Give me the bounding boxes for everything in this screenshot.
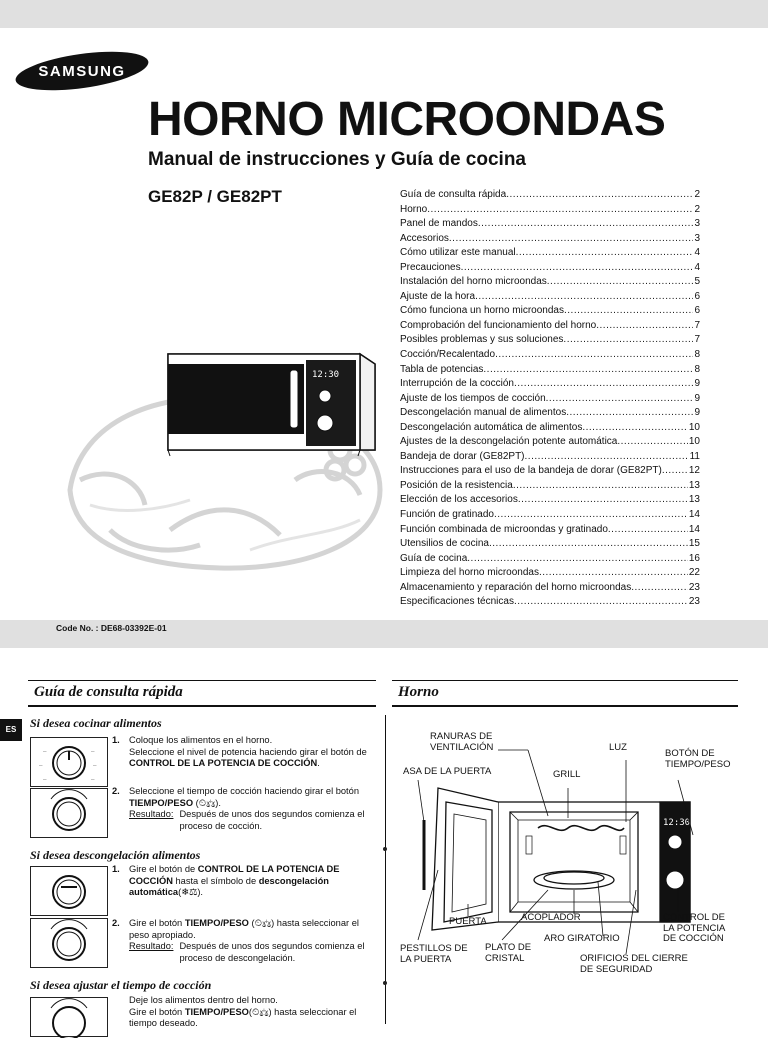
label-door-handle: ASA DE LA PUERTA — [403, 766, 492, 777]
toc-leader-dots — [539, 566, 688, 581]
toc-leader-dots — [506, 188, 693, 203]
toc-entry-title: Instalación del horno microondas — [400, 276, 547, 288]
power-dial-image — [30, 866, 108, 916]
label-door-latches: PESTILLOS DE LA PUERTA — [400, 943, 468, 965]
toc-entry — [400, 435, 700, 450]
toc-entry-title: Precauciones — [400, 261, 461, 273]
svg-text:—: — — [39, 763, 43, 767]
toc-leader-dots — [513, 479, 688, 494]
svg-text:—: — — [91, 749, 95, 753]
toc-entry-title: Posibles problemas y sus soluciones — [400, 334, 564, 346]
toc-entry-title: Posición de la resistencia — [400, 479, 513, 491]
toc-entry-title: Elección de los accesorios — [400, 494, 518, 506]
toc-entry-title: Descongelación automática de alimentos — [400, 421, 583, 433]
toc-leader-dots — [631, 581, 688, 596]
subheading-time: Si desea ajustar el tiempo de cocción — [30, 978, 212, 992]
toc-entry-title: Función combinada de microondas y gratinado — [400, 523, 608, 535]
toc-entry-page: 8 — [694, 363, 700, 375]
defrost-step-1: 1. Gire el botón de CONTROL DE LA POTENCIA DE COCCIÓN hasta el símbolo de descongelación automática(❄⚖). — [112, 864, 340, 897]
toc-leader-dots — [525, 450, 689, 465]
toc-entry-title: Comprobación del funcionamiento del horno — [400, 319, 597, 331]
toc-entry — [400, 203, 700, 218]
time-dial-image — [30, 997, 108, 1037]
toc-entry — [400, 552, 700, 567]
toc-entry-title: Ajuste de los tiempos de cocción — [400, 392, 546, 404]
toc-leader-dots — [461, 261, 694, 276]
time-step: Deje los alimentos dentro del horno. Gire el botón TIEMPO/PESO(⏲⚖) hasta seleccionar el tiempo deseado. — [129, 995, 357, 1028]
toc-entry — [400, 217, 700, 232]
toc-entry-title: Utensilios de cocina — [400, 538, 489, 550]
toc-entry-page: 4 — [694, 247, 700, 259]
divider — [392, 705, 738, 707]
toc-entry-page: 4 — [694, 261, 700, 273]
toc-entry-title: Instrucciones para el uso de la bandeja de dorar (GE82PT) — [400, 465, 662, 477]
toc-leader-dots — [489, 537, 688, 552]
toc-entry-page: 9 — [694, 407, 700, 419]
toc-entry-title: Guía de consulta rápida — [400, 189, 507, 200]
toc-entry — [400, 304, 700, 319]
toc-entry-title: Cómo utilizar este manual — [400, 247, 516, 259]
svg-text:SAMSUNG: SAMSUNG — [38, 63, 126, 80]
toc-entry-title: Ajustes de la descongelación potente automática — [400, 436, 618, 448]
toc-entry — [400, 464, 700, 479]
time-dial-image — [30, 918, 108, 968]
toc-leader-dots — [608, 523, 688, 538]
toc-leader-dots — [514, 595, 688, 610]
code-number: Code No. : DE68-03392E-01 — [56, 623, 167, 633]
subtitle: Manual de instrucciones y Guía de cocina — [148, 149, 526, 170]
toc-entry — [400, 363, 700, 378]
label-vents: RANURAS DE VENTILACIÓN — [430, 731, 494, 753]
toc-entry-page: 11 — [689, 450, 700, 462]
toc-entry — [400, 232, 700, 247]
toc-entry-title: Bandeja de dorar (GE82PT) — [400, 450, 525, 462]
microwave-illustration — [50, 330, 400, 590]
toc-leader-dots — [495, 348, 693, 363]
toc-entry-title: Función de gratinado — [400, 509, 494, 521]
toc-entry — [400, 479, 700, 494]
model-numbers: GE82P / GE82PT — [148, 187, 282, 206]
toc-entry-page: 13 — [688, 479, 700, 491]
toc-entry-page: 12 — [688, 465, 700, 477]
table-of-contents — [400, 188, 700, 610]
label-grill: GRILL — [553, 769, 581, 780]
label-coupler: ACOPLADOR — [521, 912, 581, 923]
toc-entry-page: 22 — [688, 567, 700, 579]
toc-entry-title: Horno — [400, 203, 428, 215]
bullet — [383, 981, 387, 985]
toc-entry — [400, 392, 700, 407]
toc-entry-page: 7 — [694, 319, 700, 331]
toc-entry-title: Cómo funciona un horno microondas — [400, 305, 564, 317]
svg-text:—: — — [91, 777, 95, 781]
cook-step-2: 2. Seleccione el tiempo de cocción haciendo girar el botón TIEMPO/PESO (⏲⚖). Resultado: Después de unos dos segundos comienza el proceso de cocción. — [112, 786, 365, 831]
toc-leader-dots — [566, 406, 693, 421]
defrost-step-2: 2. Gire el botón TIEMPO/PESO (⏲⚖) hasta seleccionar el peso apropiado. Resultado: Después de unos dos segundos comienza el proceso de descongelación. — [112, 918, 365, 963]
toc-entry — [400, 348, 700, 363]
divider — [392, 680, 738, 681]
toc-entry-page: 14 — [688, 509, 700, 521]
label-light: LUZ — [609, 742, 627, 753]
top-band — [0, 0, 768, 28]
subheading-cook: Si desea cocinar alimentos — [30, 716, 162, 730]
toc-entry-title: Especificaciones técnicas — [400, 596, 514, 608]
toc-leader-dots — [467, 552, 688, 567]
toc-entry-page: 3 — [694, 218, 700, 230]
toc-entry-page: 2 — [694, 189, 700, 200]
toc-entry — [400, 261, 700, 276]
toc-entry-page: 6 — [694, 305, 700, 317]
toc-entry — [400, 493, 700, 508]
toc-entry — [400, 333, 700, 348]
svg-text:—: — — [43, 749, 47, 753]
page-title: HORNO MICROONDAS — [148, 93, 666, 146]
section-heading-quick-guide: Guía de consulta rápida — [34, 684, 183, 700]
toc-entry — [400, 537, 700, 552]
toc-leader-dots — [662, 464, 688, 479]
svg-text:12:30: 12:30 — [312, 370, 340, 380]
toc-entry — [400, 508, 700, 523]
toc-entry-page: 15 — [688, 538, 700, 550]
svg-text:—: — — [93, 763, 97, 767]
toc-leader-dots — [475, 290, 693, 305]
divider — [28, 705, 376, 707]
toc-entry-title: Almacenamiento y reparación del horno microondas — [400, 581, 632, 593]
language-tab: ES — [0, 719, 22, 741]
toc-entry-page: 10 — [688, 436, 700, 448]
toc-entry-page: 23 — [688, 581, 700, 593]
toc-entry-page: 10 — [688, 421, 700, 433]
toc-entry-title: Interrupción de la cocción — [400, 378, 514, 390]
toc-leader-dots — [478, 217, 694, 232]
toc-entry — [400, 595, 700, 610]
time-dial-image — [30, 788, 108, 838]
toc-leader-dots — [582, 421, 688, 436]
toc-entry-title: Guía de cocina — [400, 552, 468, 564]
toc-entry-page: 14 — [688, 523, 700, 535]
label-glass-tray: PLATO DE CRISTAL — [485, 942, 532, 964]
toc-entry-title: Accesorios — [400, 232, 449, 244]
toc-entry — [400, 188, 700, 203]
toc-entry-page: 8 — [694, 349, 700, 361]
toc-entry-page: 2 — [694, 203, 700, 215]
toc-entry-page: 6 — [694, 290, 700, 302]
toc-entry-title: Tabla de potencias — [400, 363, 484, 375]
toc-entry-title: Limpieza del horno microondas — [400, 567, 539, 579]
svg-text:—: — — [43, 777, 47, 781]
toc-entry — [400, 406, 700, 421]
divider — [28, 680, 376, 681]
section-heading-oven: Horno — [398, 684, 439, 700]
toc-entry-page: 3 — [694, 232, 700, 244]
cook-step-1: 1. Coloque los alimentos en el horno. Seleccione el nivel de potencia haciendo girar el botón de CONTROL DE LA POTENCIA DE COCCIÓN. — [112, 735, 367, 768]
label-power-control: CONTROL DE LA POTENCIA DE COCCIÓN — [663, 912, 726, 944]
label-ring: ARO GIRATORIO — [544, 933, 620, 944]
toc-leader-dots — [617, 435, 688, 450]
subheading-defrost: Si desea descongelación alimentos — [30, 848, 201, 862]
toc-entry-page: 9 — [694, 378, 700, 390]
toc-leader-dots — [483, 363, 693, 378]
toc-entry-title: Cocción/Recalentado — [400, 349, 496, 361]
toc-entry-title: Ajuste de la hora — [400, 290, 476, 302]
toc-entry — [400, 319, 700, 334]
toc-entry-page: 5 — [694, 276, 700, 288]
toc-leader-dots — [518, 493, 688, 508]
toc-entry-page: 7 — [694, 334, 700, 346]
toc-leader-dots — [427, 203, 693, 218]
toc-entry-title: Descongelación manual de alimentos — [400, 407, 567, 419]
toc-leader-dots — [546, 392, 694, 407]
label-time-button: BOTÓN DE TIEMPO/PESO — [665, 748, 731, 770]
label-safety-holes: ORIFICIOS DEL CIERRE DE SEGURIDAD — [580, 953, 688, 975]
toc-leader-dots — [449, 232, 694, 247]
toc-entry — [400, 290, 700, 305]
svg-text:12:30: 12:30 — [663, 818, 691, 828]
toc-entry-page: 23 — [688, 596, 700, 608]
oven-diagram — [398, 740, 768, 1024]
toc-leader-dots — [514, 377, 693, 392]
toc-leader-dots — [596, 319, 693, 334]
toc-entry — [400, 421, 700, 436]
toc-entry — [400, 581, 700, 596]
toc-entry-page: 16 — [688, 552, 700, 564]
toc-leader-dots — [563, 333, 693, 348]
column-divider — [385, 715, 386, 1024]
toc-entry-page: 9 — [694, 392, 700, 404]
toc-entry-page: 13 — [688, 494, 700, 506]
toc-entry — [400, 275, 700, 290]
label-door: PUERTA — [449, 916, 487, 927]
bullet — [383, 847, 387, 851]
toc-entry — [400, 450, 700, 465]
toc-entry — [400, 566, 700, 581]
samsung-logo — [14, 50, 150, 92]
power-dial-image — [30, 737, 108, 787]
toc-entry — [400, 523, 700, 538]
toc-entry — [400, 377, 700, 392]
toc-leader-dots — [547, 275, 694, 290]
toc-leader-dots — [516, 246, 694, 261]
toc-entry — [400, 246, 700, 261]
toc-entry-title: Panel de mandos — [400, 218, 478, 230]
toc-leader-dots — [494, 508, 688, 523]
toc-leader-dots — [564, 304, 693, 319]
